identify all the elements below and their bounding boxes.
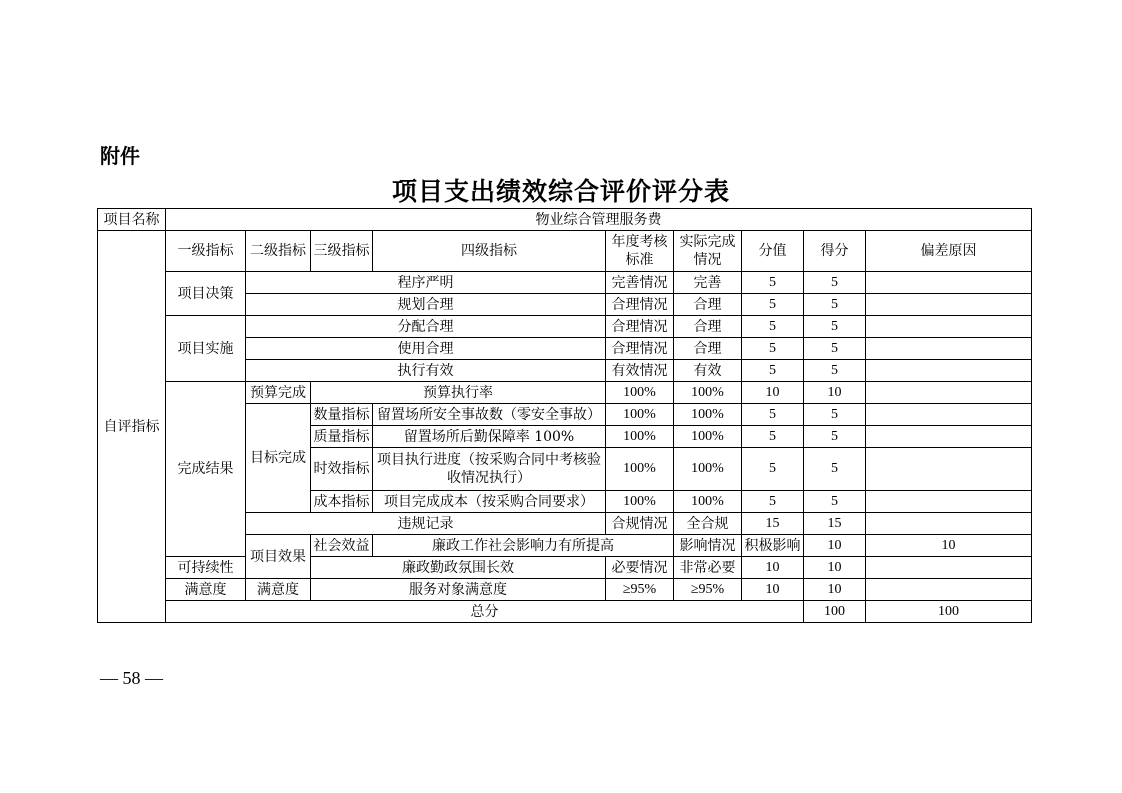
header-level2: 二级指标 [246, 231, 311, 272]
standard-cell: 完善情况 [606, 272, 674, 294]
actual-cell: 合理 [674, 294, 742, 316]
actual-cell: 有效 [674, 360, 742, 382]
reason-cell [866, 404, 1032, 426]
score-cell: 5 [742, 426, 804, 448]
level3-cost: 成本指标 [311, 491, 373, 513]
score-cell: 5 [742, 491, 804, 513]
got-cell: 5 [804, 360, 866, 382]
indicator-cell: 预算执行率 [311, 382, 606, 404]
total-label: 总分 [166, 601, 804, 623]
level1-implement: 项目实施 [166, 316, 246, 382]
header-level4: 四级指标 [373, 231, 606, 272]
standard-cell: 100% [606, 448, 674, 491]
actual-cell: 100% [674, 426, 742, 448]
got-cell: 5 [804, 338, 866, 360]
table-row [98, 382, 1032, 404]
score-cell: 5 [742, 272, 804, 294]
reason-cell [866, 338, 1032, 360]
indicator-cell: 项目完成成本（按采购合同要求） [373, 491, 606, 513]
score-table [97, 208, 1032, 623]
total-got: 100 [866, 601, 1032, 623]
header-got: 得分 [804, 231, 866, 272]
group-label: 自评指标 [98, 231, 166, 623]
score-cell: 10 [742, 557, 804, 579]
level2-sustain: 可持续性 [166, 557, 246, 579]
actual-cell: 全合规 [674, 513, 742, 535]
actual-cell: 100% [674, 404, 742, 426]
score-cell: 5 [742, 448, 804, 491]
level2-budget: 预算完成 [246, 382, 311, 404]
level1-satisfaction: 满意度 [166, 579, 246, 601]
got-cell: 5 [804, 272, 866, 294]
reason-cell [866, 426, 1032, 448]
indicator-cell: 留置场所安全事故数（零安全事故） [373, 404, 606, 426]
score-cell: 5 [742, 360, 804, 382]
standard-cell: 影响情况 [674, 535, 742, 557]
got-cell: 5 [804, 404, 866, 426]
score-cell: 15 [742, 513, 804, 535]
indicator-cell: 服务对象满意度 [311, 579, 606, 601]
reason-cell [866, 382, 1032, 404]
got-cell: 5 [804, 316, 866, 338]
level3-timeliness: 时效指标 [311, 448, 373, 491]
score-cell: 5 [742, 338, 804, 360]
level3-quality: 质量指标 [311, 426, 373, 448]
project-name-label: 项目名称 [98, 209, 166, 231]
standard-cell: 100% [606, 404, 674, 426]
total-score: 100 [804, 601, 866, 623]
indicator-cell: 廉政勤政氛围长效 [311, 557, 606, 579]
page-title: 项目支出绩效综合评价评分表 [391, 177, 730, 206]
indicator-cell: 违规记录 [246, 513, 606, 535]
indicator-cell: 留置场所后勤保障率 100% [373, 426, 606, 448]
indicator-cell: 程序严明 [246, 272, 606, 294]
standard-cell: 有效情况 [606, 360, 674, 382]
got-cell: 5 [804, 448, 866, 491]
attachment-label: 附件 [100, 144, 140, 168]
score-cell: 10 [742, 579, 804, 601]
score-cell: 10 [804, 535, 866, 557]
score-cell: 5 [742, 316, 804, 338]
header-level1: 一级指标 [166, 231, 246, 272]
level2-satisfaction: 满意度 [246, 579, 311, 601]
got-cell: 10 [866, 535, 1032, 557]
reason-cell [866, 579, 1032, 601]
header-score: 分值 [742, 231, 804, 272]
standard-cell: 合理情况 [606, 338, 674, 360]
level1-effect: 项目效果 [246, 535, 311, 579]
indicator-cell: 廉政工作社会影响力有所提高 [373, 535, 674, 557]
got-cell: 5 [804, 426, 866, 448]
standard-cell: 100% [606, 382, 674, 404]
score-cell: 5 [742, 404, 804, 426]
got-cell: 5 [804, 294, 866, 316]
indicator-cell: 项目执行进度（按采购合同中考核验收情况执行） [373, 448, 606, 491]
header-level3: 三级指标 [311, 231, 373, 272]
got-cell: 15 [804, 513, 866, 535]
reason-cell [866, 557, 1032, 579]
got-cell: 5 [804, 491, 866, 513]
page-number: — 58 — [100, 668, 163, 688]
table-row [98, 209, 1032, 231]
reason-cell [866, 316, 1032, 338]
got-cell: 10 [804, 382, 866, 404]
standard-cell: 合规情况 [606, 513, 674, 535]
actual-cell: 非常必要 [674, 557, 742, 579]
got-cell: 10 [804, 579, 866, 601]
reason-cell [866, 272, 1032, 294]
score-cell: 10 [742, 382, 804, 404]
total-row [98, 601, 1032, 623]
level2-social: 社会效益 [311, 535, 373, 557]
standard-cell: 合理情况 [606, 316, 674, 338]
actual-cell: 合理 [674, 316, 742, 338]
header-reason: 偏差原因 [866, 231, 1032, 272]
standard-cell: 100% [606, 426, 674, 448]
actual-cell: ≥95% [674, 579, 742, 601]
reason-cell [866, 513, 1032, 535]
actual-cell: 100% [674, 491, 742, 513]
reason-cell [866, 491, 1032, 513]
actual-cell: 合理 [674, 338, 742, 360]
table-row [98, 272, 1032, 294]
level2-target: 目标完成 [246, 404, 311, 513]
header-row [98, 231, 1032, 272]
standard-cell: 100% [606, 491, 674, 513]
score-cell: 5 [742, 294, 804, 316]
level1-decision: 项目决策 [166, 272, 246, 316]
table-row [98, 579, 1032, 601]
project-name-value: 物业综合管理服务费 [166, 209, 1032, 231]
reason-cell [866, 360, 1032, 382]
standard-cell: ≥95% [606, 579, 674, 601]
indicator-cell: 分配合理 [246, 316, 606, 338]
level1-result: 完成结果 [166, 382, 246, 557]
actual-cell: 100% [674, 448, 742, 491]
actual-cell: 100% [674, 382, 742, 404]
level3-quantity: 数量指标 [311, 404, 373, 426]
reason-cell [866, 448, 1032, 491]
standard-cell: 合理情况 [606, 294, 674, 316]
header-standard: 年度考核标准 [606, 231, 674, 272]
table-row [98, 557, 1032, 579]
indicator-cell: 使用合理 [246, 338, 606, 360]
got-cell: 10 [804, 557, 866, 579]
header-actual: 实际完成情况 [674, 231, 742, 272]
reason-cell [866, 294, 1032, 316]
table-row [98, 316, 1032, 338]
standard-cell: 必要情况 [606, 557, 674, 579]
indicator-cell: 规划合理 [246, 294, 606, 316]
indicator-cell: 执行有效 [246, 360, 606, 382]
actual-cell: 完善 [674, 272, 742, 294]
actual-cell: 积极影响 [742, 535, 804, 557]
